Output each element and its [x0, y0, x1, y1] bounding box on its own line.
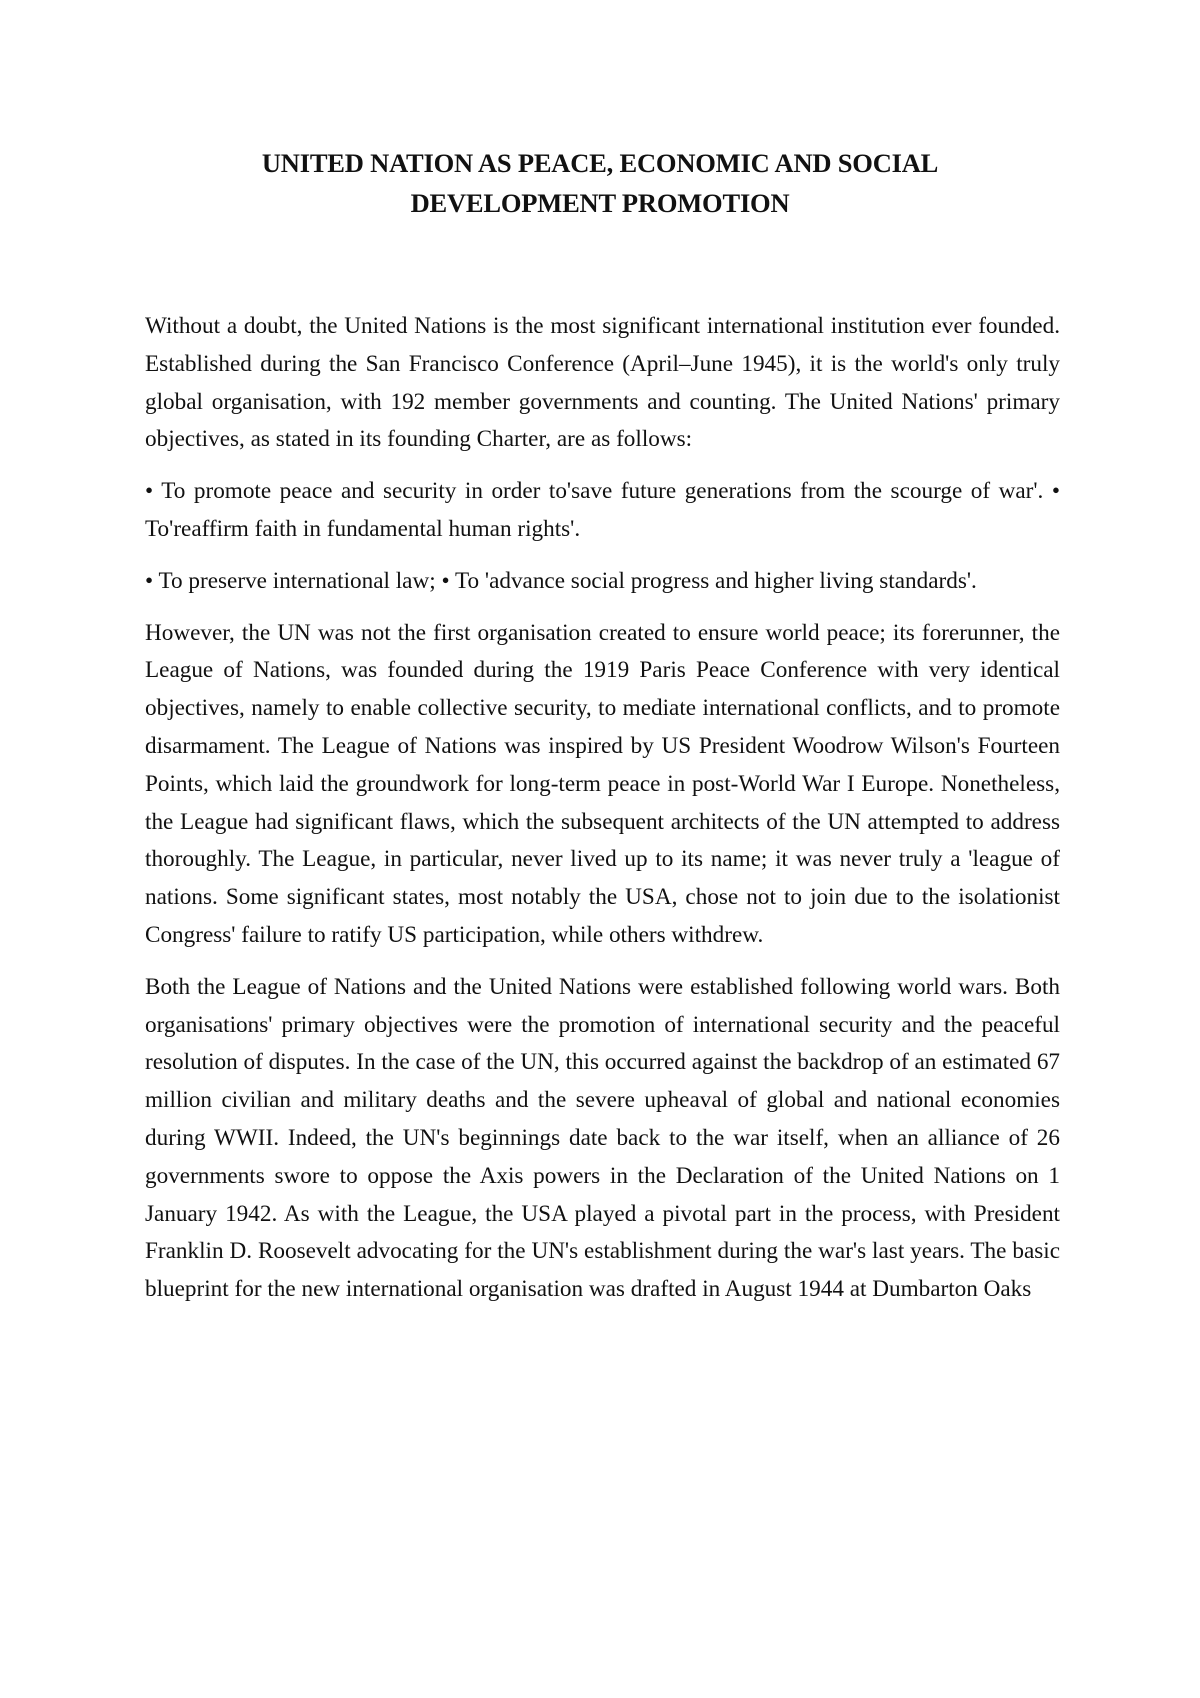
- paragraph-world-wars: Both the League of Nations and the United Nations were established following world wars. Both organisations' primary objectives were the promotion of international security and the peaceful resolution of disputes. In the case of the UN, this occurred against the backdrop of an estimated 67 million civilian and military deaths and the severe upheaval of global and national economies during WWII. Indeed, the UN's beginnings date back to the war itself, when an alliance of 26 governments swore to oppose the Axis powers in the Declaration of the United Nations on 1 January 1942. As with the League, the USA played a pivotal part in the process, with President Franklin D. Roosevelt advocating for the UN's establishment during the war's last years. The basic blueprint for the new international organisation was drafted in August 1944 at Dumbarton Oaks: [145, 973, 1061, 1303]
- document-title: [130, 143, 1070, 223]
- title-line-1: UNITED NATION AS PEACE, ECONOMIC AND SOCIAL: [261, 148, 939, 178]
- document-body: [145, 308, 1060, 1323]
- paragraph-objectives-1: • To promote peace and security in order to'save future generations from the scourge of war'. • To'reaffirm faith in fundamental human rights'.: [145, 478, 1060, 542]
- paragraph-intro: Without a doubt, the United Nations is the most significant international institution ever founded. Established during the San Francisco Conference (April–June 1945), it is the world's only truly global organisation, with 192 member governments and counting. The United Nations' primary objectives, as stated in its founding Charter, are as follows:: [145, 313, 1060, 453]
- paragraph-objectives-2: • To preserve international law; • To 'advance social progress and higher living standards'.: [145, 567, 977, 594]
- paragraph-league-of-nations: However, the UN was not the first organisation created to ensure world peace; its forerunner, the League of Nations, was founded during the 1919 Paris Peace Conference with very identical objectives, namely to enable collective security, to mediate international conflicts, and to promote disarmament. The League of Nations was inspired by US President Woodrow Wilson's Fourteen Points, which laid the groundwork for long-term peace in post-World War I Europe. Nonetheless, the League had significant flaws, which the subsequent architects of the UN attempted to address thoroughly. The League, in particular, never lived up to its name; it was never truly a 'league of nations. Some significant states, most notably the USA, chose not to join due to the isolationist Congress' failure to ratify US participation, while others withdrew.: [145, 619, 1060, 948]
- title-line-2: DEVELOPMENT PROMOTION: [410, 188, 790, 218]
